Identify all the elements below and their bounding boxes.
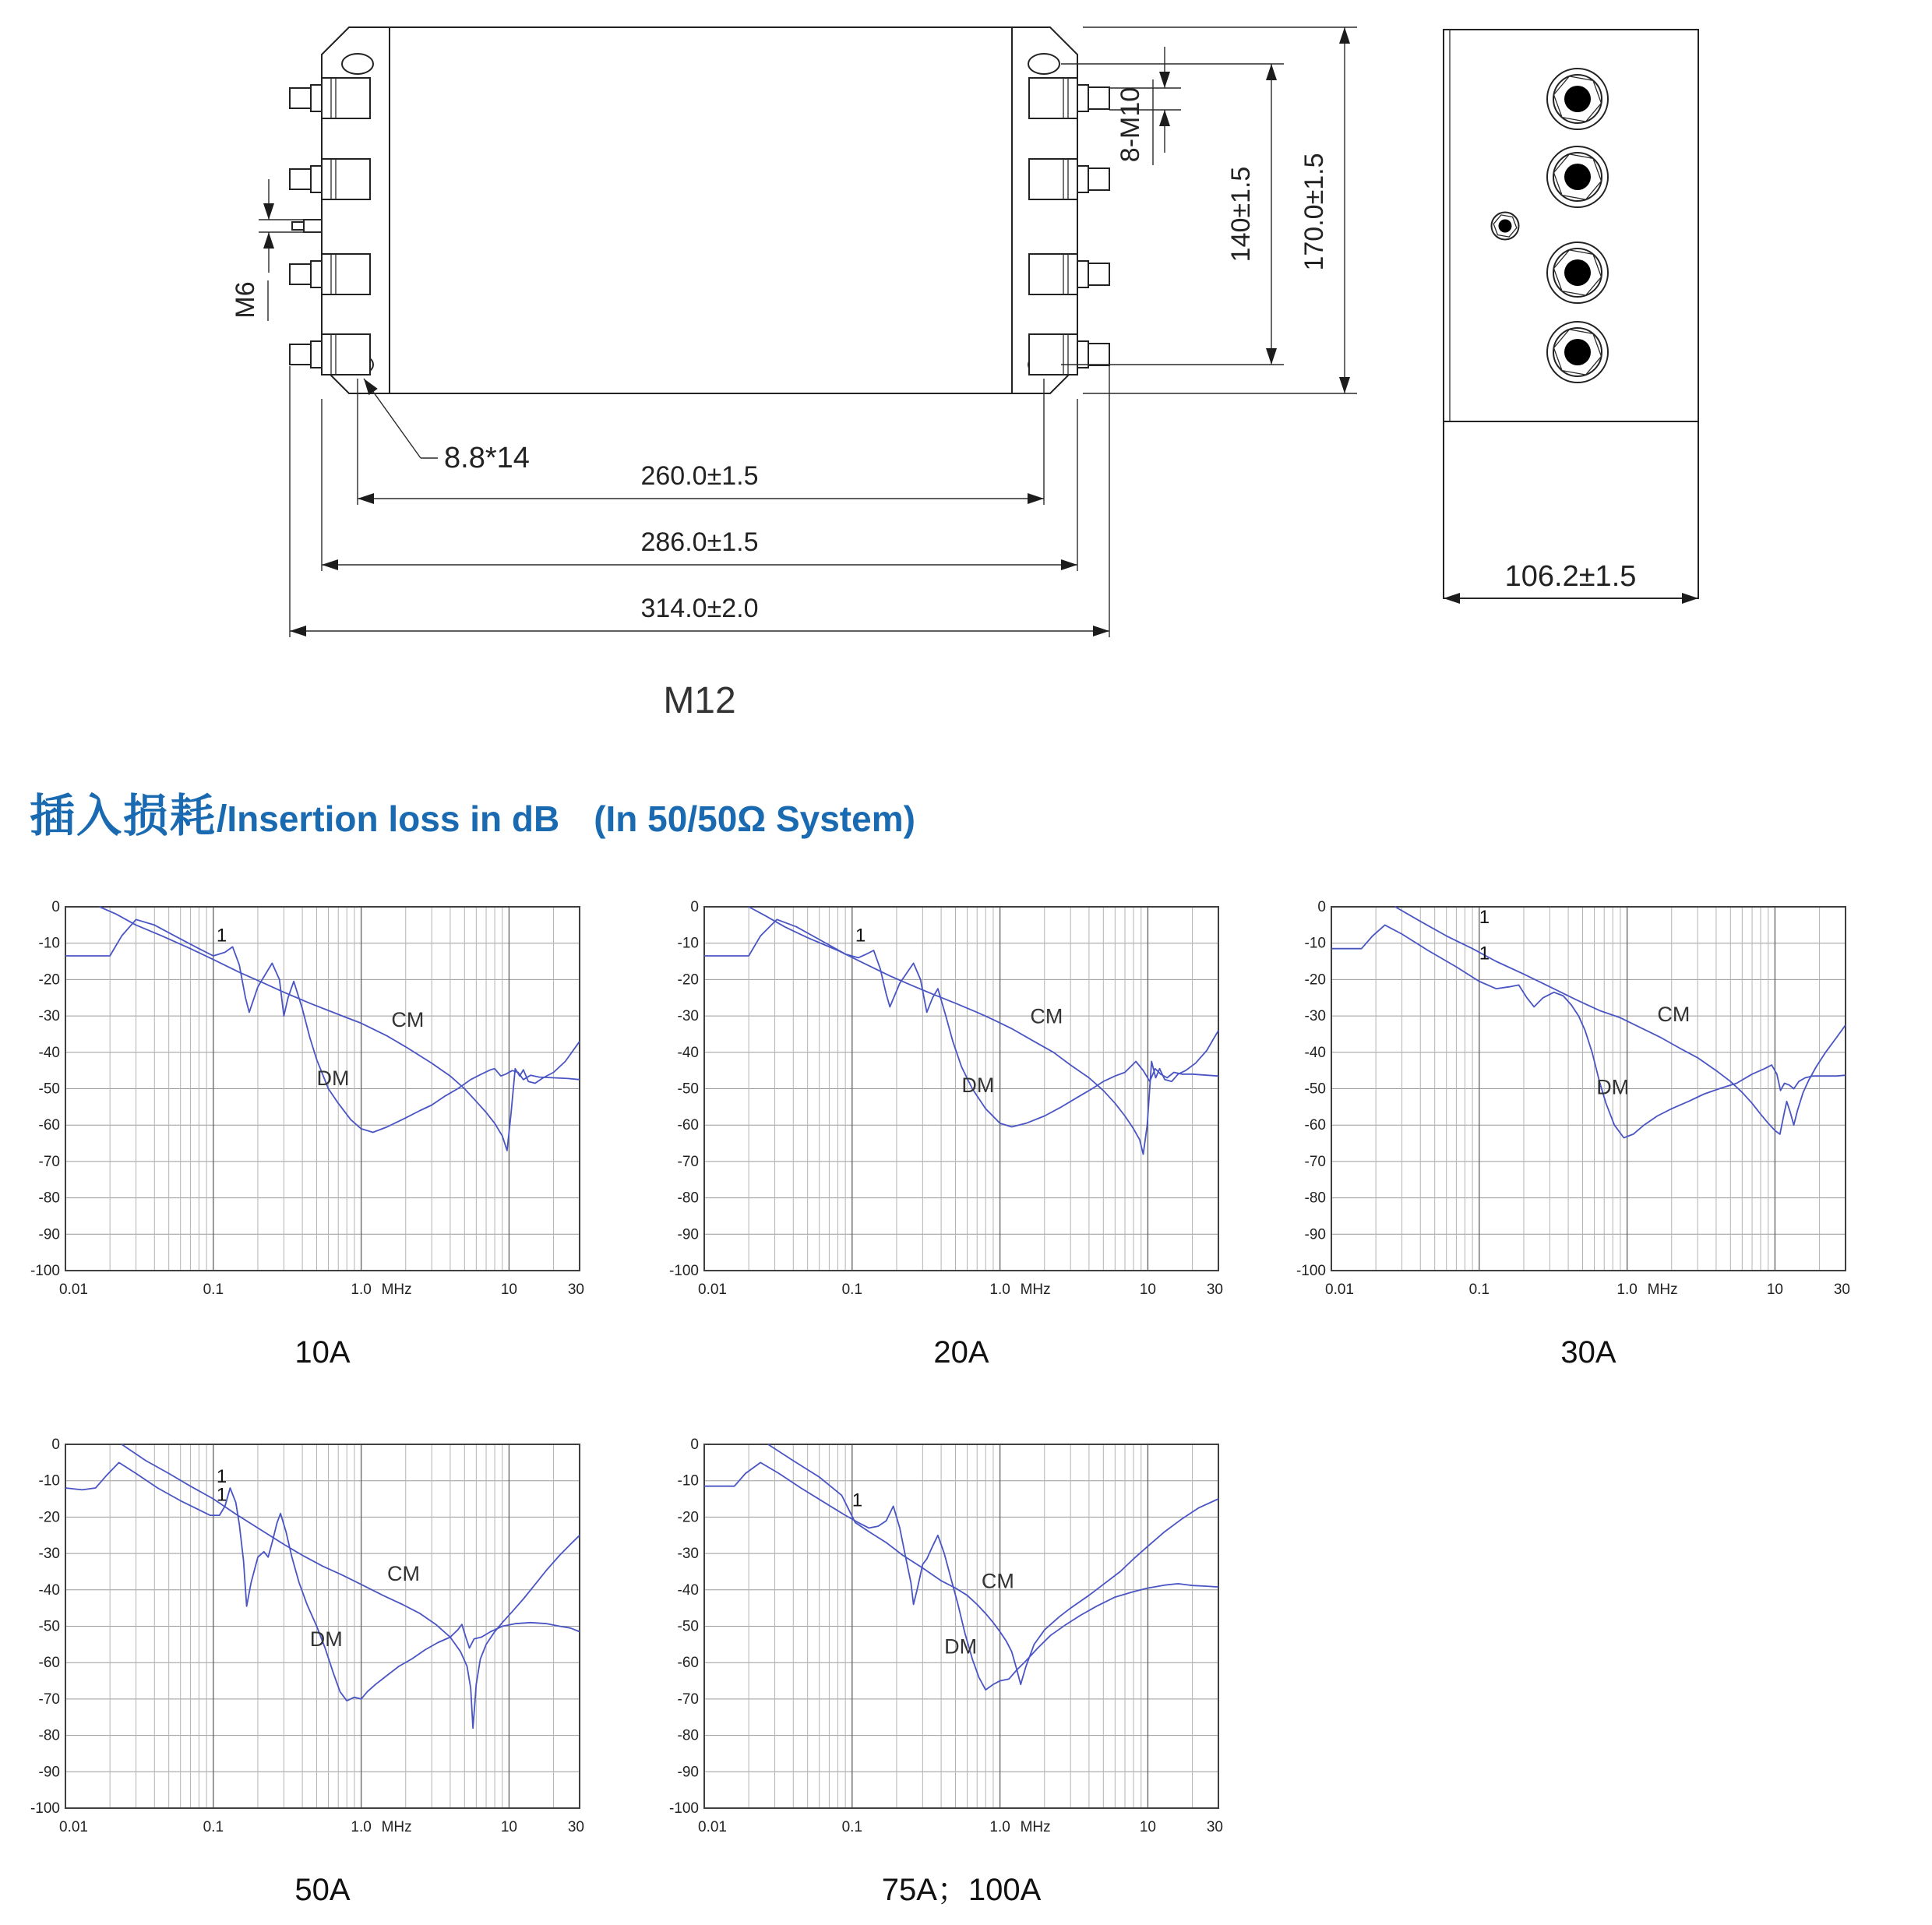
svg-text:-30: -30 — [38, 1546, 60, 1563]
x-tick-label: 10 — [1139, 1819, 1157, 1835]
series-label-dm: DM — [944, 1634, 978, 1659]
series-label-cm: CM — [1657, 1003, 1690, 1027]
svg-text:-10: -10 — [1304, 935, 1326, 952]
x-tick-label: 30 — [567, 1819, 584, 1835]
svg-text:-30: -30 — [1304, 1008, 1326, 1025]
section-title-zh: 插入损耗 — [30, 791, 217, 841]
x-tick-label: 10 — [1139, 1282, 1157, 1298]
x-tick-label: 0.01 — [1325, 1282, 1354, 1298]
terminal-hole — [1547, 322, 1608, 383]
svg-text:-50: -50 — [38, 1081, 60, 1098]
svg-text:-70: -70 — [38, 1153, 60, 1170]
svg-text:-10: -10 — [38, 935, 60, 952]
svg-text:-20: -20 — [1304, 971, 1326, 989]
dim-label-314: 314.0±2.0 — [640, 594, 759, 623]
marker-annotation: 1 — [855, 925, 866, 947]
terminal-bolt-left — [290, 254, 370, 294]
terminal-bolt-right — [1029, 254, 1109, 294]
svg-text:0: 0 — [690, 1437, 699, 1453]
chart-insertion-loss-50a — [16, 1432, 631, 1915]
mounting-slot — [1028, 54, 1059, 74]
svg-text:-70: -70 — [1304, 1153, 1326, 1170]
series-label-dm: DM — [961, 1074, 995, 1098]
svg-text:-20: -20 — [677, 971, 699, 989]
svg-text:-50: -50 — [677, 1081, 699, 1098]
terminal-bolt-right — [1029, 78, 1109, 118]
x-tick-label: 0.01 — [698, 1819, 727, 1835]
x-tick-label: 0.01 — [698, 1282, 727, 1298]
x-tick-label: 0.1 — [203, 1282, 224, 1298]
chart-caption: 75A；100A — [881, 1873, 1042, 1907]
x-tick-label: 30 — [1206, 1819, 1223, 1835]
svg-text:-100: -100 — [1296, 1263, 1326, 1279]
x-tick-label: 0.01 — [59, 1282, 88, 1298]
ground-stud-m6 — [292, 220, 322, 232]
section-title-divider: / — [217, 799, 227, 840]
svg-text:-70: -70 — [677, 1691, 699, 1708]
svg-text:-50: -50 — [1304, 1081, 1326, 1098]
svg-text:-20: -20 — [677, 1509, 699, 1526]
svg-text:0: 0 — [690, 899, 699, 915]
marker-annotation: 1 — [851, 1490, 863, 1511]
terminal-hole — [1547, 69, 1608, 129]
svg-text:-10: -10 — [677, 1472, 699, 1490]
section-title — [30, 779, 915, 844]
svg-text:-30: -30 — [677, 1008, 699, 1025]
series-label-dm: DM — [1596, 1075, 1630, 1099]
svg-text:-60: -60 — [677, 1117, 699, 1134]
section-title-en: Insertion loss in dB — [227, 799, 560, 839]
dim-label-286: 286.0±1.5 — [640, 527, 759, 557]
mounting-slot — [342, 54, 373, 74]
x-tick-label: 0.1 — [1468, 1282, 1490, 1298]
x-tick-label: 1.0 — [989, 1282, 1010, 1298]
chart-insertion-loss-30a — [1282, 894, 1897, 1377]
svg-text:-90: -90 — [1304, 1226, 1326, 1243]
dim-label-106: 106.2±1.5 — [1504, 560, 1637, 593]
chart-caption: 20A — [933, 1335, 989, 1370]
dim-label-8m10: 8-M10 — [1116, 86, 1145, 163]
svg-text:-100: -100 — [668, 1800, 699, 1817]
dim-label-260: 260.0±1.5 — [640, 461, 759, 491]
svg-text:-40: -40 — [1304, 1044, 1326, 1061]
terminal-hole — [1547, 242, 1608, 303]
series-label-cm: CM — [1030, 1004, 1063, 1028]
x-axis-unit: MHz — [1020, 1282, 1051, 1298]
x-tick-label: 0.1 — [841, 1819, 863, 1835]
chart-insertion-loss-10a — [16, 894, 631, 1377]
terminal-bolt-left — [290, 334, 370, 375]
chart-caption: 10A — [294, 1335, 351, 1370]
front-view — [290, 27, 1109, 393]
terminal-bolt-right — [1029, 159, 1109, 199]
chart-caption: 30A — [1560, 1335, 1616, 1370]
svg-text:-70: -70 — [38, 1691, 60, 1708]
section-title-note: (In 50/50Ω System) — [594, 799, 915, 839]
engineering-drawing — [0, 0, 1932, 771]
svg-text:-100: -100 — [668, 1263, 699, 1279]
svg-text:-80: -80 — [677, 1190, 699, 1207]
x-axis-unit: MHz — [1020, 1819, 1051, 1835]
svg-text:-100: -100 — [30, 1800, 60, 1817]
series-label-cm: CM — [981, 1569, 1014, 1593]
svg-text:-10: -10 — [38, 1472, 60, 1490]
terminal-bolt-left — [290, 78, 370, 118]
x-tick-label: 0.1 — [841, 1282, 863, 1298]
dim-label-140: 140±1.5 — [1226, 166, 1256, 263]
filter-mounting-plate — [322, 27, 1077, 393]
ground-stud-hole — [1492, 213, 1519, 240]
x-tick-label: 0.01 — [59, 1819, 88, 1835]
svg-text:-70: -70 — [677, 1153, 699, 1170]
chart-caption: 50A — [294, 1873, 351, 1907]
svg-text:-30: -30 — [38, 1008, 60, 1025]
model-label: M12 — [663, 680, 736, 721]
svg-text:0: 0 — [1317, 899, 1326, 915]
dim-label-170: 170.0±1.5 — [1299, 153, 1329, 271]
svg-text:-60: -60 — [38, 1655, 60, 1672]
svg-text:-50: -50 — [38, 1618, 60, 1635]
x-tick-label: 30 — [567, 1282, 584, 1298]
svg-text:-80: -80 — [677, 1727, 699, 1744]
svg-text:0: 0 — [51, 899, 60, 915]
svg-text:-40: -40 — [38, 1581, 60, 1599]
dim-label-slot: 8.8*14 — [444, 442, 530, 474]
svg-text:-80: -80 — [1304, 1190, 1326, 1207]
svg-text:-20: -20 — [38, 1509, 60, 1526]
svg-text:-40: -40 — [38, 1044, 60, 1061]
svg-text:-40: -40 — [677, 1581, 699, 1599]
svg-text:-90: -90 — [677, 1764, 699, 1781]
svg-text:-60: -60 — [1304, 1117, 1326, 1134]
marker-annotation: 1 — [216, 1484, 227, 1506]
terminal-hole — [1547, 146, 1608, 207]
svg-text:-60: -60 — [38, 1117, 60, 1134]
side-view — [1444, 30, 1698, 598]
x-tick-label: 1.0 — [351, 1282, 372, 1298]
marker-annotation: 1 — [1479, 943, 1490, 964]
terminal-bolt-right — [1029, 334, 1109, 375]
x-tick-label: 0.1 — [203, 1819, 224, 1835]
svg-text:0: 0 — [51, 1437, 60, 1453]
svg-text:-10: -10 — [677, 935, 699, 952]
svg-text:-30: -30 — [677, 1546, 699, 1563]
marker-annotation: 1 — [1479, 907, 1490, 929]
svg-text:-40: -40 — [677, 1044, 699, 1061]
svg-text:-90: -90 — [677, 1226, 699, 1243]
x-axis-unit: MHz — [1647, 1282, 1678, 1298]
x-tick-label: 30 — [1206, 1282, 1223, 1298]
series-label-cm: CM — [387, 1562, 421, 1586]
series-label-dm: DM — [309, 1627, 343, 1652]
x-tick-label: 10 — [500, 1282, 518, 1298]
series-label-dm: DM — [316, 1066, 350, 1090]
svg-text:-80: -80 — [38, 1190, 60, 1207]
dim-label-m6: M6 — [231, 281, 260, 319]
marker-annotation: 1 — [216, 1466, 227, 1488]
svg-text:-60: -60 — [677, 1655, 699, 1672]
chart-insertion-loss-75a-100a — [654, 1432, 1270, 1915]
svg-text:-90: -90 — [38, 1764, 60, 1781]
chart-insertion-loss-20a — [654, 894, 1270, 1377]
x-tick-label: 10 — [1766, 1282, 1784, 1298]
x-tick-label: 1.0 — [1616, 1282, 1638, 1298]
x-tick-label: 1.0 — [351, 1819, 372, 1835]
x-axis-unit: MHz — [381, 1819, 412, 1835]
series-label-cm: CM — [391, 1008, 425, 1032]
svg-text:-90: -90 — [38, 1226, 60, 1243]
marker-annotation: 1 — [216, 925, 227, 947]
x-tick-label: 10 — [500, 1819, 518, 1835]
x-axis-unit: MHz — [381, 1282, 412, 1298]
svg-text:-100: -100 — [30, 1263, 60, 1279]
svg-text:-20: -20 — [38, 971, 60, 989]
x-tick-label: 30 — [1833, 1282, 1850, 1298]
svg-text:-80: -80 — [38, 1727, 60, 1744]
svg-text:-50: -50 — [677, 1618, 699, 1635]
x-tick-label: 1.0 — [989, 1819, 1010, 1835]
terminal-bolt-left — [290, 159, 370, 199]
